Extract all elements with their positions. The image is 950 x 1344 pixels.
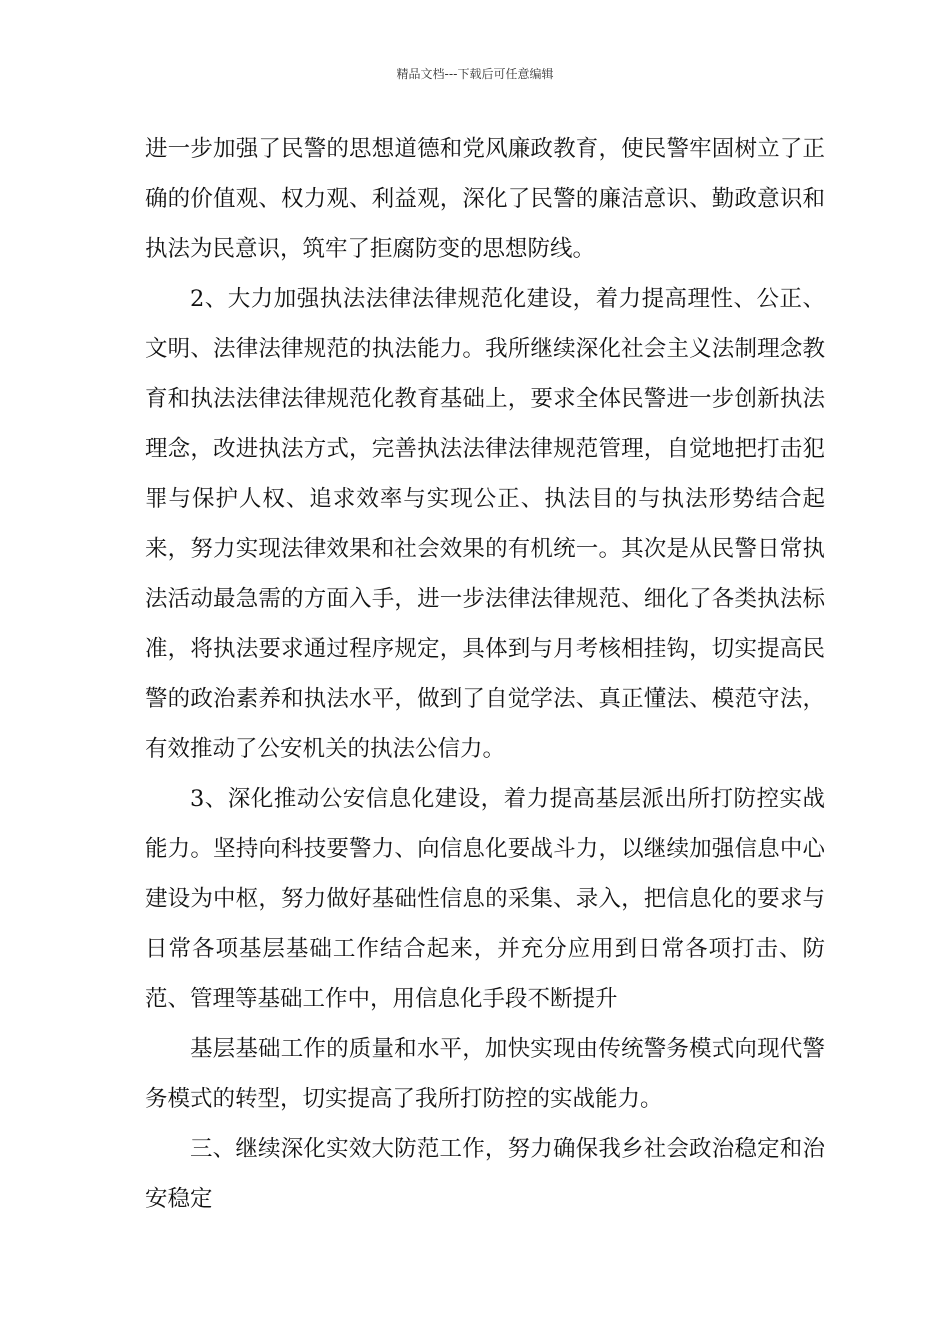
- paragraph-5: 三、继续深化实效大防范工作，努力确保我乡社会政治稳定和治安稳定: [145, 1136, 825, 1212]
- document-body: [145, 124, 825, 1224]
- paragraph-3: 3、深化推动公安信息化建设，着力提高基层派出所打防控实战能力。坚持向科技要警力、向信息化要战斗力，以继续加强信息中心建设为中枢，努力做好基础性信息的采集、录入，把信息化的要求与日常各项基层基础工作结合起来，并充分应用到日常各项打击、防范、管理等基础工作中，用信息化手段不断提升: [145, 786, 825, 1012]
- page-header: 精品文档---下载后可任意编辑: [396, 67, 554, 81]
- paragraph-2: 2、大力加强执法法律法律规范化建设，着力提高理性、公正、文明、法律法律规范的执法能力。我所继续深化社会主义法制理念教育和执法法律法律规范化教育基础上，要求全体民警进一步创新执法理念，改进执法方式，完善执法法律法律规范管理，自觉地把打击犯罪与保护人权、追求效率与实现公正、执法目的与执法形势结合起来，努力实现法律效果和社会效果的有机统一。其次是从民警日常执法活动最急需的方面入手，进一步法律法律规范、细化了各类执法标准，将执法要求通过程序规定，具体到与月考核相挂钩，切实提高民警的政治素养和执法水平，做到了自觉学法、真正懂法、模范守法，有效推动了公安机关的执法公信力。: [145, 286, 825, 762]
- paragraph-4: 基层基础工作的质量和水平，加快实现由传统警务模式向现代警务模式的转型，切实提高了我所打防控的实战能力。: [145, 1036, 825, 1112]
- paragraph-1: 进一步加强了民警的思想道德和党风廉政教育，使民警牢固树立了正确的价值观、权力观、利益观，深化了民警的廉洁意识、勤政意识和执法为民意识，筑牢了拒腐防变的思想防线。: [145, 136, 825, 262]
